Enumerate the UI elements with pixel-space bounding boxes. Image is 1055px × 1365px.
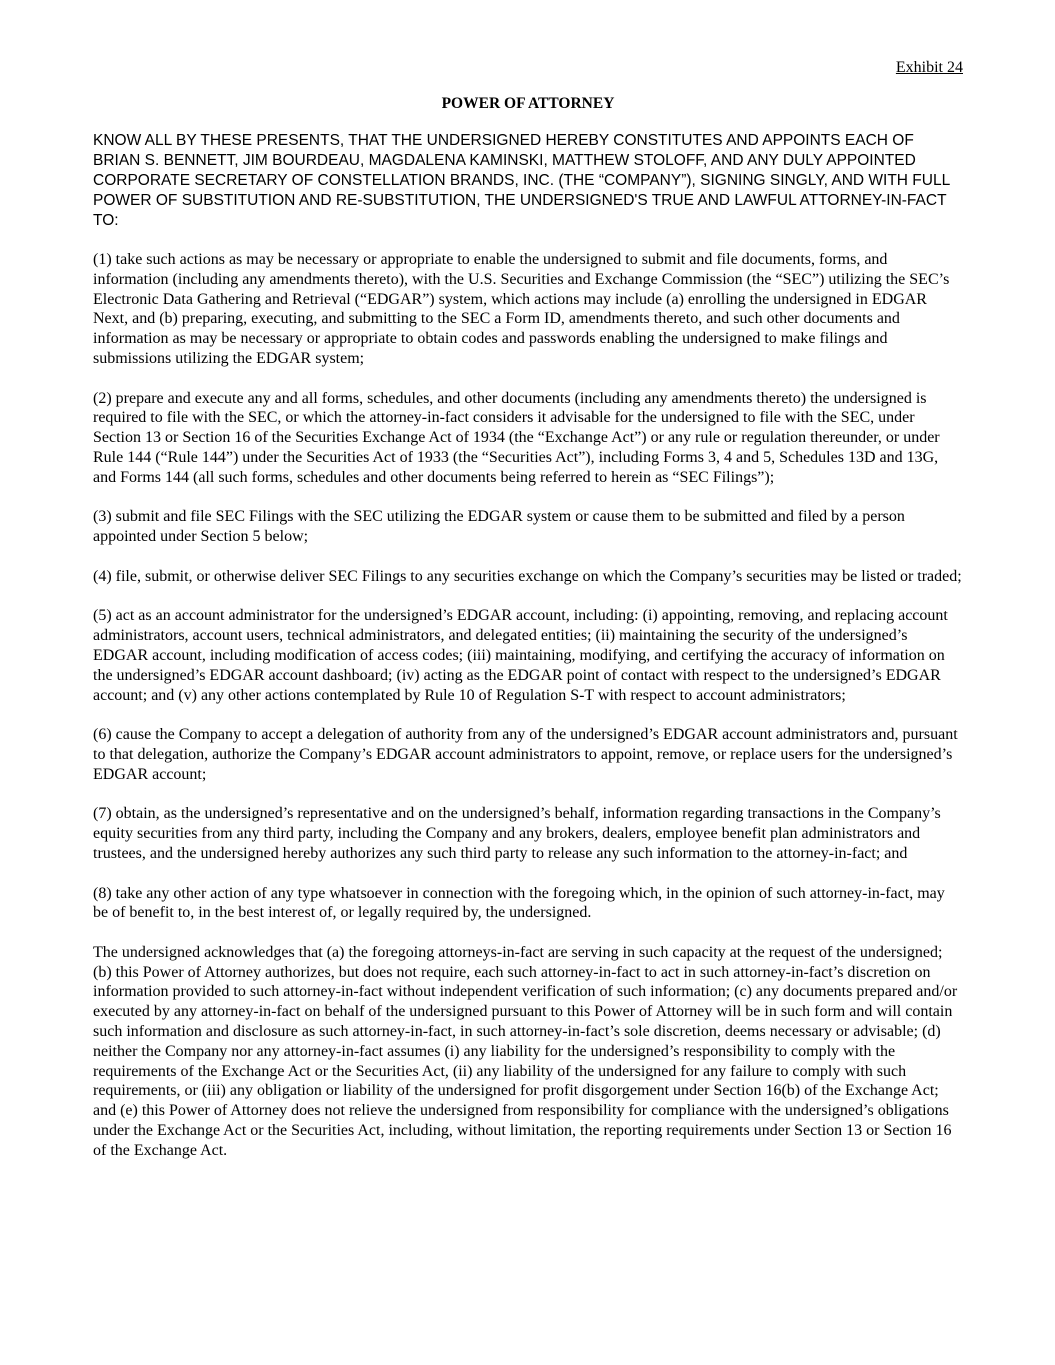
clause-3: (3) submit and file SEC Filings with the SEC utilizing the EDGAR system or cause them to be submitted and filed by a person appointed under Section 5 below; xyxy=(93,508,905,546)
clause-1: (1) take such actions as may be necessary or appropriate to enable the undersigned to submit and file documents, forms, and information (including any amendments thereto), with the U.S. Securities and Exchange Commission (the “SEC”) utilizing the SEC’s Electronic Data Gathering and Retrieval (“EDGAR”) system, which actions may include (a) enrolling the undersigned in EDGAR Next, and (b) preparing, executing, and submitting to the SEC a Form ID, amendments thereto, and such other documents and information as may be necessary or appropriate to obtain codes and passwords enabling the undersigned to make filings and submissions utilizing the EDGAR system; xyxy=(93,251,950,367)
clause-2: (2) prepare and execute any and all forms, schedules, and other documents (including any amendments thereto) the undersigned is required to file with the SEC, or which the attorney-in-fact considers it advisable for the undersigned to file with the SEC, under Section 13 or Section 16 of the Securities Exchange Act of 1934 (the “Exchange Act”) or any rule or regulation thereunder, or under Rule 144 (“Rule 144”) under the Securities Act of 1933 (the “Securities Act”), including Forms 3, 4 and 5, Schedules 13D and 13G, and Forms 144 (all such forms, schedules and other documents being referred to herein as “SEC Filings”); xyxy=(93,389,940,486)
document-title: POWER OF ATTORNEY xyxy=(441,95,615,112)
clause-7: (7) obtain, as the undersigned’s representative and on the undersigned’s behalf, information regarding transactions in the Company’s equity securities from any third party, including the Company and any brokers, dealers, employee benefit plan administrators and trustees, and the undersigned hereby authorizes any such third party to release any such information to the attorney-in-fact; and xyxy=(93,805,941,862)
acknowledgement-paragraph: The undersigned acknowledges that (a) the foregoing attorneys-in-fact are serving in such capacity at the request of the undersigned; (b) this Power of Attorney authorizes, but does not require, each such attorney-in-fact to act in such attorney-in-fact’s discretion on information provided to such attorney-in-fact without independent verification of such information; (c) any documents prepared and/or executed by any attorney-in-fact on behalf of the undersigned pursuant to this Power of Attorney will be in such form and will contain such information and disclosure as such attorney-in-fact, in such attorney-in-fact’s sole discretion, deems necessary or advisable; (d) neither the Company nor any attorney-in-fact assumes (i) any liability for the undersigned’s responsibility to comply with the requirements of the Exchange Act or the Securities Act, (ii) any liability of the undersigned for any failure to comply with such requirements, or (iii) any obligation or liability of the undersigned for profit disgorgement under Section 16(b) of the Exchange Act; and (e) this Power of Attorney does not relieve the undersigned from responsibility for compliance with the undersigned’s obligations under the Exchange Act or the Securities Act, including, without limitation, the reporting requirements under Section 13 or Section 16 of the Exchange Act. xyxy=(93,943,958,1159)
clause-5: (5) act as an account administrator for the undersigned’s EDGAR account, including: (i) appointing, removing, and replacing account administrators, account users, technical administrators, and delegated entities; (ii) maintaining the security of the undersigned’s EDGAR account, including modification of access codes; (iii) maintaining, modifying, and certifying the accuracy of information on the undersigned’s EDGAR account dashboard; (iv) acting as the EDGAR point of contact with respect to the undersigned’s EDGAR account; and (v) any other actions contemplated by Rule 10 of Regulation S-T with respect to account administrators; xyxy=(93,607,948,704)
clause-4: (4) file, submit, or otherwise deliver SEC Filings to any securities exchange on which the Company’s securities may be listed or traded; xyxy=(93,567,962,585)
document-page xyxy=(93,58,963,1180)
intro-paragraph: KNOW ALL BY THESE PRESENTS, THAT THE UNDERSIGNED HEREBY CONSTITUTES AND APPOINTS EACH OF BRIAN S. BENNETT, JIM BOURDEAU, MAGDALENA KAMINSKI, MATTHEW STOLOFF, AND ANY DULY APPOINTED CORPORATE SECRETARY OF CONSTELLATION BRANDS, INC. (THE “COMPANY”), SIGNING SINGLY, AND WITH FULL POWER OF SUBSTITUTION AND RE-SUBSTITUTION, THE UNDERSIGNED'S TRUE AND LAWFUL ATTORNEY-IN-FACT TO: xyxy=(93,132,950,229)
exhibit-label: Exhibit 24 xyxy=(895,59,963,76)
clause-6: (6) cause the Company to accept a delegation of authority from any of the undersigned’s EDGAR account administrators and, pursuant to that delegation, authorize the Company’s EDGAR account administrators to appoint, remove, or replace users for the undersigned’s EDGAR account; xyxy=(93,726,958,783)
clause-8: (8) take any other action of any type whatsoever in connection with the foregoing which, in the opinion of such attorney-in-fact, may be of benefit to, in the best interest of, or legally required by, the undersigned. xyxy=(93,884,945,922)
